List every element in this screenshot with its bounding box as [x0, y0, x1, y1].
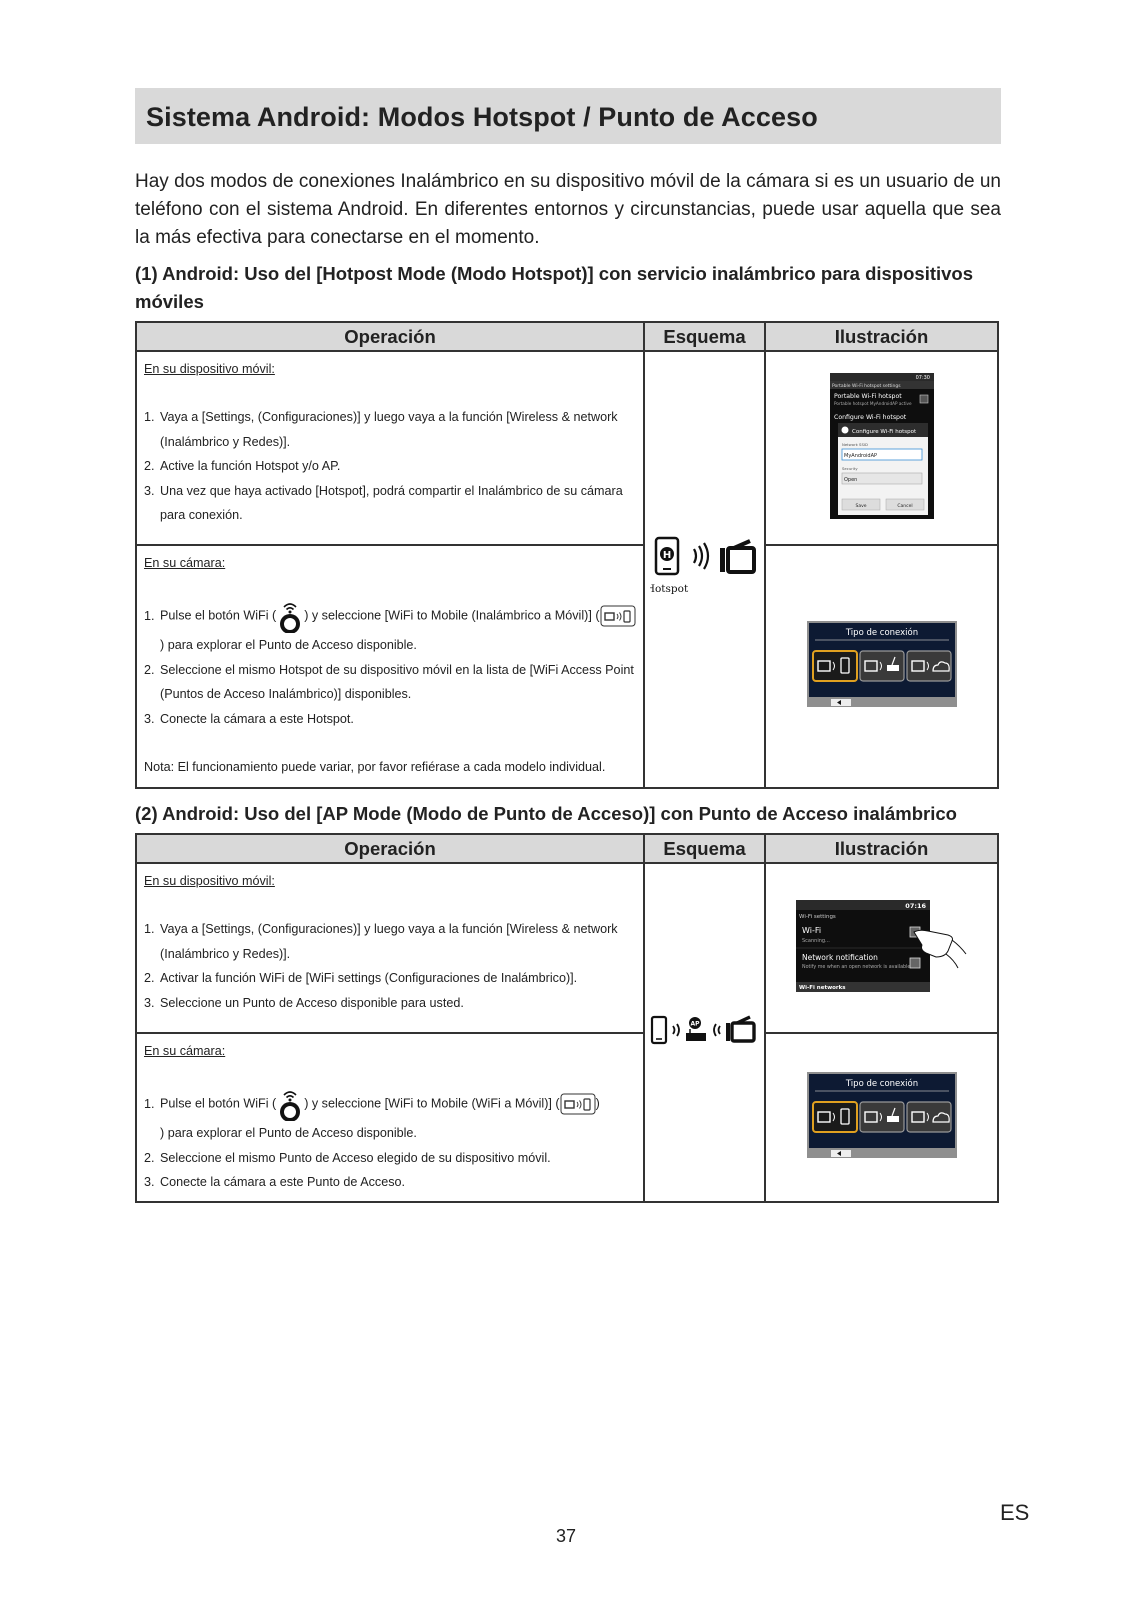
section2-title: (2) Android: Uso del [AP Mode (Modo de Punto de Acceso)] con Punto de Acceso inalámbrico [135, 803, 957, 824]
list-item: 1. Vaya a [Settings, (Configuraciones)] y luego vaya a la función [Wireless & network (Inalámbrico y Redes)]. [144, 922, 618, 961]
svg-text:Wi-Fi networks: Wi-Fi networks [798, 984, 846, 991]
page-title: Sistema Android: Modos Hotspot / Punto de Acceso [146, 102, 818, 132]
section1-scheme [644, 351, 765, 788]
wifi-button-icon [276, 1087, 304, 1121]
svg-text:Tipo de conexión: Tipo de conexión [845, 628, 918, 638]
svg-text:Open: Open [843, 476, 857, 483]
list-item: 1. Pulse el botón WiFi ( ) y seleccione [WiFi to Mobile (Inalámbrico a Móvil)] () para explorar el Punto de Acceso disponible. [144, 599, 637, 657]
list-item: 3. Una vez que haya activado [Hotspot], podrá compartir el Inalámbrico de su cámara para conexión. [144, 483, 623, 523]
camera-steps [144, 1087, 637, 1194]
camera-label: En su cámara: [144, 556, 226, 570]
title-bar [135, 88, 1001, 144]
section1-camera-illus [765, 545, 998, 788]
list-item: 3. Conecte la cámara a este Hotspot. [144, 711, 354, 726]
section1-phone-illus [765, 351, 998, 545]
list-item: 3. Conecte la cámara a este Punto de Acceso. [144, 1175, 406, 1190]
phone-screenshot-wifi [796, 900, 968, 992]
phone-screenshot-hotspot [830, 373, 934, 519]
svg-text:Cancel: Cancel [896, 503, 913, 509]
language-code: ES [1000, 1500, 1030, 1525]
svg-text:07:16: 07:16 [904, 901, 926, 910]
col-esquema: Esquema [644, 322, 765, 351]
col-ilustracion: Ilustración [765, 322, 998, 351]
svg-text:Tipo de conexión: Tipo de conexión [845, 1078, 918, 1089]
svg-text:Security: Security [841, 465, 858, 471]
mobile-steps [144, 917, 637, 1015]
section2-scheme [644, 863, 765, 1202]
camera-label: En su cámara: [144, 1044, 226, 1058]
svg-text:Portable Wi-Fi hotspot: Portable Wi-Fi hotspot [833, 392, 902, 400]
ap-scheme-icon [650, 1013, 760, 1047]
svg-text:Portable hotspot MyAndroidAP a: Portable hotspot MyAndroidAP active [833, 400, 912, 406]
section2-camera-illus [765, 1033, 998, 1202]
svg-text:Network notification: Network notification [801, 952, 878, 962]
wifi-to-mobile-icon [560, 1093, 596, 1115]
mobile-steps [144, 405, 637, 527]
camera-connection-screen [807, 1072, 957, 1158]
list-item: 1. Pulse el botón WiFi ( ) y seleccione [WiFi to Mobile (WiFi a Móvil)] ( ) ) para explorar el Punto de Acceso disponible. [144, 1087, 637, 1145]
col-ilustracion: Ilustración [765, 834, 998, 863]
page-number: 37 [556, 1526, 577, 1546]
list-item: 2. Active la función Hotspot y/o AP. [144, 459, 341, 474]
svg-text:Save: Save [854, 503, 867, 509]
list-item: 2. Seleccione el mismo Punto de Acceso elegido de su dispositivo móvil. [144, 1150, 551, 1165]
svg-text:Notify me when an open network: Notify me when an open network is available [801, 964, 910, 970]
section1-title: (1) Android: Uso del [Hotpost Mode (Modo Hotspot)] con servicio inalámbrico para dispositivos móviles [135, 263, 974, 312]
wifi-button-icon [276, 599, 304, 633]
section2-camera-ops [136, 1033, 644, 1202]
section1-note: Nota: El funcionamiento puede variar, por favor refiérase a cada modelo individual. [144, 760, 606, 775]
svg-text:Wi-Fi settings: Wi-Fi settings [798, 913, 836, 920]
camera-connection-screen [807, 621, 957, 707]
svg-text:Network SSID: Network SSID [841, 441, 868, 447]
svg-text:Configure Wi-Fi hotspot: Configure Wi-Fi hotspot [833, 413, 906, 421]
col-esquema: Esquema [644, 834, 765, 863]
section1-camera-ops [136, 545, 644, 788]
list-item: 3. Seleccione un Punto de Acceso disponible para usted. [144, 995, 464, 1010]
col-operacion: Operación [136, 322, 644, 351]
svg-text:MyAndroidAP: MyAndroidAP [843, 452, 877, 459]
svg-text:Portable Wi-Fi hotspot setting: Portable Wi-Fi hotspot settings [831, 383, 901, 389]
section2-table [135, 833, 999, 1203]
svg-text:Configure Wi-Fi hotspot: Configure Wi-Fi hotspot [851, 428, 916, 435]
svg-text:07:30: 07:30 [915, 374, 930, 381]
svg-text:H: H [662, 550, 671, 561]
hotspot-scheme-icon [650, 536, 760, 598]
section1-table [135, 321, 999, 789]
camera-steps [144, 599, 637, 731]
svg-text:AP: AP [689, 1020, 700, 1028]
section2-phone-illus [765, 863, 998, 1033]
list-item: 1. Vaya a [Settings, (Configuraciones)] y luego vaya a la función [Wireless & network (Inalámbrico y Redes)]. [144, 410, 618, 449]
list-item: 2. Seleccione el mismo Hotspot de su dispositivo móvil en la lista de [WiFi Access Point (Puntos de Acceso Inalámbrico)] disponibles. [144, 662, 634, 702]
svg-text:Scanning...: Scanning... [801, 937, 830, 944]
section2-mobile-ops [136, 863, 644, 1033]
section1-mobile-ops [136, 351, 644, 545]
svg-text:Wi-Fi: Wi-Fi [801, 925, 821, 935]
list-item: 2. Activar la función WiFi de [WiFi settings (Configuraciones de Inalámbrico)]. [144, 971, 578, 986]
wifi-to-mobile-icon [600, 605, 636, 627]
intro-paragraph: Hay dos modos de conexiones Inalámbrico en su dispositivo móvil de la cámara si es un usuario de un teléfono con el sistema Android. En diferentes entornos y circunstancias, puede usar aquella que sea la más efectiva para conectarse en el momento. [135, 171, 1001, 248]
mobile-label: En su dispositivo móvil: [144, 362, 275, 376]
col-operacion: Operación [136, 834, 644, 863]
scheme-caption: Hotspot [649, 583, 688, 595]
mobile-label: En su dispositivo móvil: [144, 874, 275, 888]
